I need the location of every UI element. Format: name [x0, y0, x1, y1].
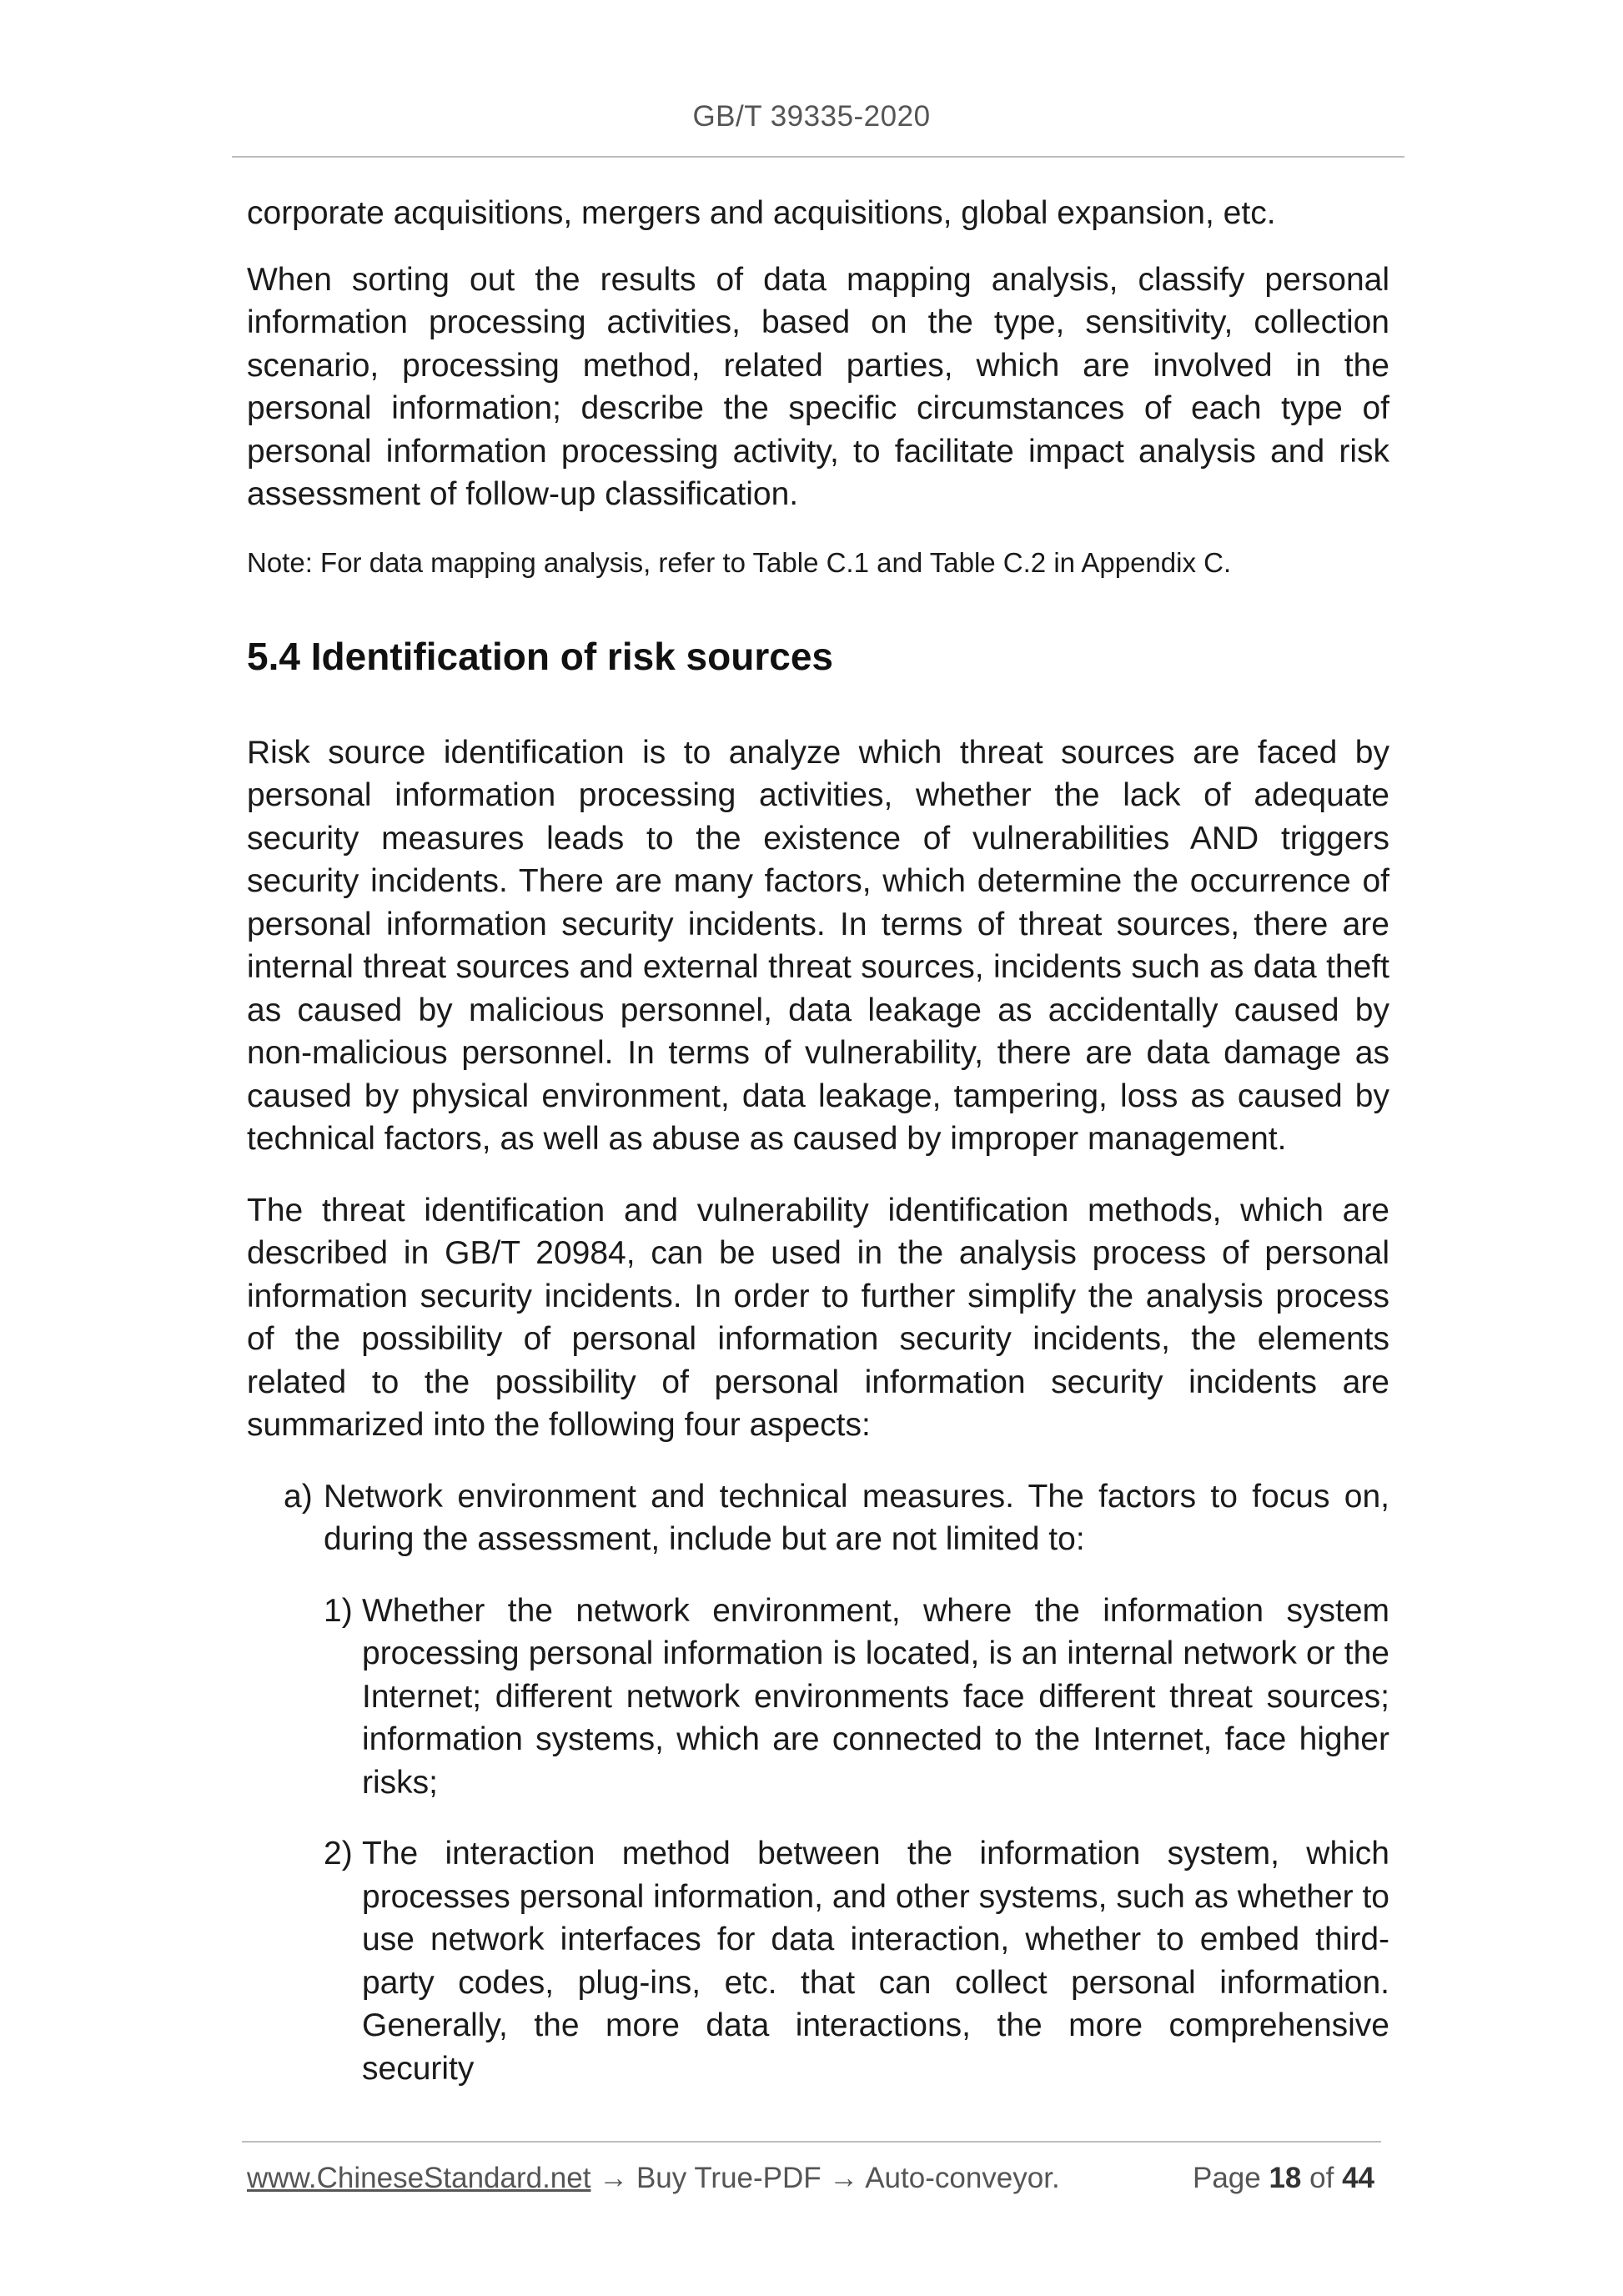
page-total: 44 [1342, 2162, 1374, 2194]
list-text-2: The interaction method between the information system, which processes personal information, and other systems, such as whether to use network interfaces for data interaction, whether to embed third-party codes, plug-ins, etc. that can collect personal information. Generally, the more data interactions, the more comprehensive security [362, 1836, 1389, 2087]
page-content [247, 192, 1389, 2118]
note-data-mapping: Note: For data mapping analysis, refer to Table C.1 and Table C.2 in Appendix C. [247, 546, 1232, 578]
page-counter [1193, 2160, 1374, 2197]
arrow-icon: → [829, 2162, 859, 2194]
paragraph-data-mapping: When sorting out the results of data mapping analysis, classify personal information processing activities, based on the type, sensitivity, collection scenario, processing method, related parties, which are involved in the personal information; describe the specific circumstances of each type of personal information processing activity, to facilitate impact analysis and risk assessment of follow-up classification. [247, 261, 1389, 512]
list-item-1 [324, 1590, 1389, 1805]
paragraph-continuation: corporate acquisitions, mergers and acquisitions, global expansion, etc. [247, 195, 1276, 231]
page-footer [247, 2160, 1389, 2197]
arrow-icon: → [599, 2162, 629, 2194]
list-text-a: Network environment and technical measures. The factors to focus on, during the assessment, include but are not limited to: [324, 1478, 1389, 1557]
auto-conveyor-text: Auto-conveyor. [865, 2162, 1060, 2194]
list-item-a [284, 1475, 1389, 1561]
section-title-risk-sources: 5.4 Identification of risk sources [247, 634, 833, 678]
buy-true-pdf-text: Buy True-PDF [636, 2162, 822, 2194]
list-marker-2: 2) [324, 1836, 353, 1871]
paragraph-threat-identification: The threat identification and vulnerability identification methods, which are described in GB/T 20984, can be used in the analysis process of personal information security incidents. In order to further simplify the analysis process of the possibility of personal information security incidents, the elements related to the possibility of personal information security incidents are summarized into the following four aspects: [247, 1192, 1389, 1443]
list-marker-1: 1) [324, 1592, 353, 1629]
list-item-2 [324, 1832, 1389, 2090]
list-marker-a: a) [284, 1478, 313, 1515]
of-label: of [1309, 2162, 1334, 2194]
site-link[interactable]: www.ChineseStandard.net [247, 2162, 591, 2194]
header-divider [232, 156, 1404, 158]
page-label: Page [1192, 2162, 1261, 2194]
list-text-1: Whether the network environment, where the information system processing personal information is located, is an internal network or the Internet; different network environments face different threat sources; information systems, which are connected to the Internet, face higher risks; [362, 1592, 1389, 1801]
page-number: 18 [1269, 2162, 1302, 2194]
footer-divider [242, 2141, 1381, 2143]
page-header-doc-id: GB/T 39335-2020 [692, 100, 931, 133]
paragraph-risk-source-identification: Risk source identification is to analyze which threat sources are faced by personal information processing activities, whether the lack of adequate security measures leads to the existence of vulnerabilities AND triggers security incidents. There are many factors, which determine the occurrence of personal information security incidents. In terms of threat sources, there are internal threat sources and external threat sources, incidents such as data theft as caused by malicious personnel, data leakage as accidentally caused by non-malicious personnel. In terms of vulnerability, there are data damage as caused by physical environment, data leakage, tampering, loss as caused by technical factors, as well as abuse as caused by improper management. [247, 734, 1389, 1157]
